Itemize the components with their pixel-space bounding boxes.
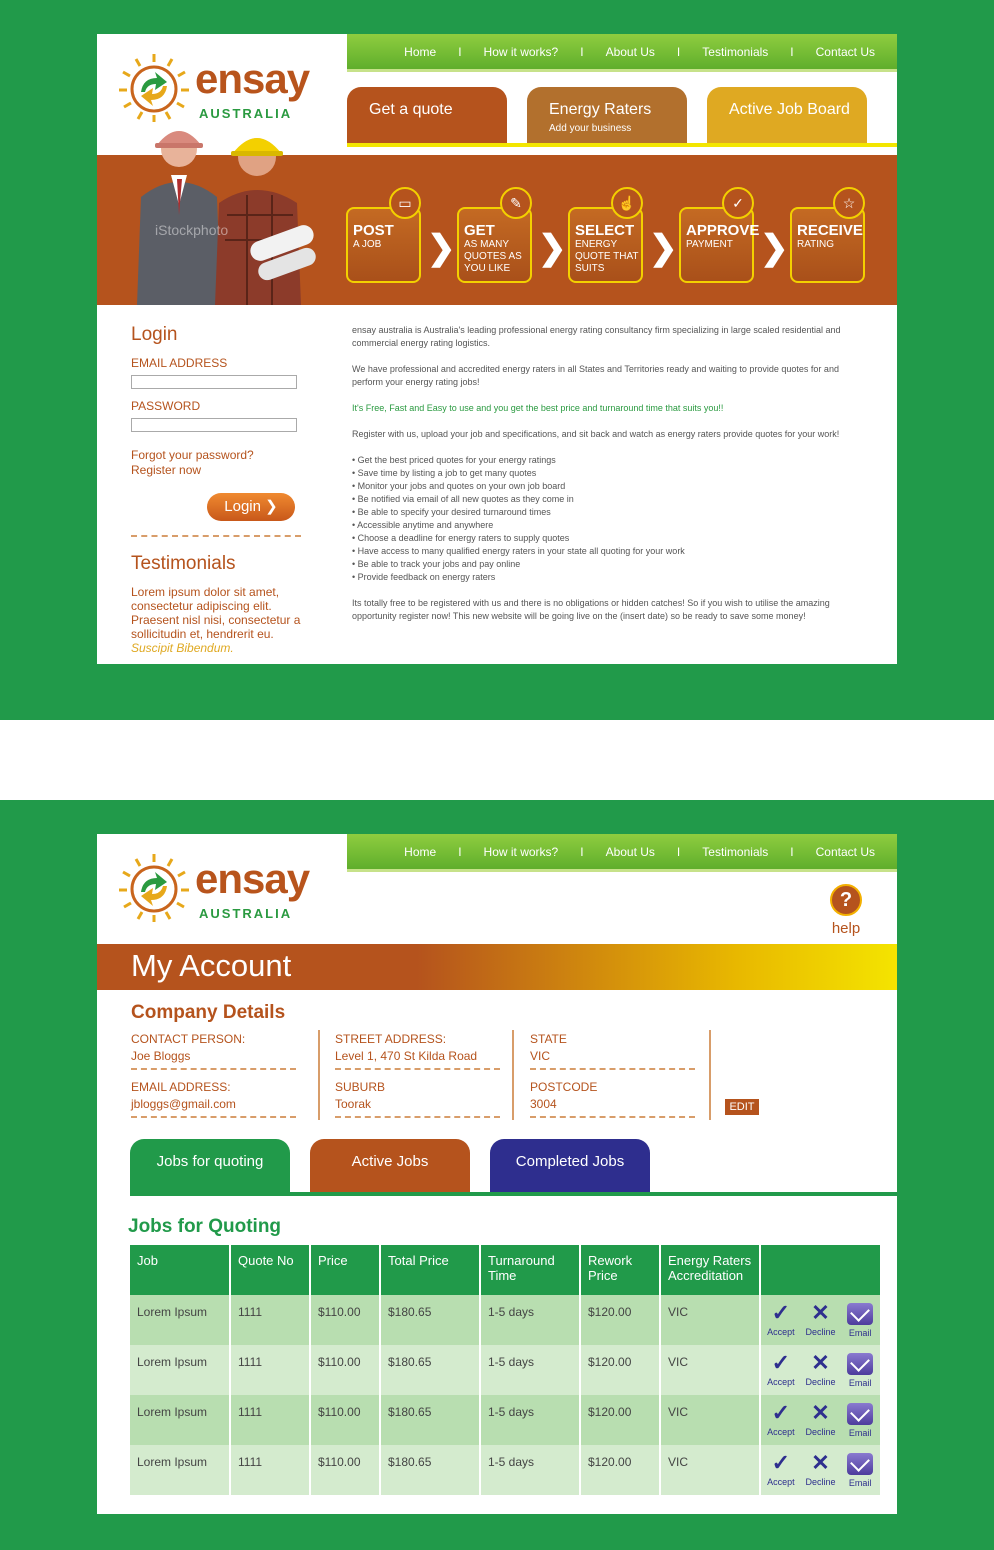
tab-get-a-quote[interactable] [347,87,507,143]
table-cell: 1111 [230,1295,310,1345]
step-text: PAYMENT [686,239,733,250]
table-cell: VIC [660,1395,760,1445]
chevron-right-icon: ❯ [265,498,278,515]
tab-label: Get a quote [369,101,453,118]
column-header: Job [130,1245,230,1295]
table-cell: 1-5 days [480,1395,580,1445]
table-cell: $120.00 [580,1395,660,1445]
nav-testimonials[interactable]: Testimonials [702,45,769,59]
suburb-label: SUBURB [335,1080,386,1094]
hero-banner [97,155,897,305]
password-label: PASSWORD [131,399,201,413]
logo-subtitle: AUSTRALIA [199,106,293,121]
accept-label: Accept [767,1327,795,1337]
login-sidebar [131,324,301,655]
benefits-list [352,454,862,584]
state-value: VIC [530,1049,551,1063]
table-cell: $110.00 [310,1345,380,1395]
x-icon: ✕ [811,1450,830,1475]
column-header: Total Price [380,1245,480,1295]
column-header: Price [310,1245,380,1295]
step-post [346,194,421,283]
decline-label: Decline [805,1477,836,1487]
arrow-right-icon: ❯ [538,229,567,267]
logo[interactable] [117,852,327,922]
checkmark-icon: ✓ [771,1400,791,1425]
step-get [457,194,532,283]
accept-button[interactable] [762,1449,800,1488]
tab-energy-raters[interactable] [527,87,687,143]
column-divider [709,1030,711,1120]
table-cell: $120.00 [580,1445,660,1495]
tab-label: Energy Raters [549,101,652,118]
table-cell: $180.65 [380,1445,480,1495]
nav-about-us[interactable]: About Us [605,845,655,859]
nav-contact-us[interactable]: Contact Us [815,45,875,59]
password-field[interactable] [131,418,297,432]
list-item: • Be able to specify your desired turnaround times [352,507,551,517]
list-item: • Have access to many qualified energy raters in your state all quoting for your work [352,546,685,556]
login-heading: Login [131,324,178,345]
intro-copy [352,324,862,636]
email-label: Email [848,1328,872,1338]
table-cell: $110.00 [310,1295,380,1345]
row-actions [760,1345,880,1395]
table-cell: VIC [660,1295,760,1345]
street-address-label: STREET ADDRESS: [335,1032,447,1046]
tab-underline [130,1192,897,1196]
nav-separator: I [676,845,681,859]
envelope-icon [847,1353,873,1375]
logo-wordmark: ensay [195,55,310,102]
step-select [568,194,643,283]
postcode-label: POSTCODE [530,1080,598,1094]
nav-separator: I [458,845,462,859]
accept-button[interactable] [762,1399,800,1438]
step-text: ENERGY QUOTE THAT SUITS [575,239,639,274]
accept-button[interactable] [762,1299,800,1338]
list-item: • Be notified via email of all new quotes as they come in [352,494,574,504]
column-header: Quote No [230,1245,310,1295]
column-header-actions [760,1245,880,1295]
arrow-right-icon: ❯ [649,229,678,267]
table-cell: Lorem Ipsum [130,1445,230,1495]
list-item: • Choose a deadline for energy raters to supply quotes [352,533,570,543]
table-cell: $120.00 [580,1295,660,1345]
step-text: AS MANY QUOTES AS YOU LIKE [464,239,522,274]
column-divider [512,1030,514,1120]
stars-icon: ☆ [833,187,865,219]
email-label: Email [848,1428,872,1438]
testimonials-heading: Testimonials [131,553,236,574]
nav-separator: I [580,45,584,59]
column-header: Energy Raters Accreditation [660,1245,760,1295]
table-cell: 1111 [230,1345,310,1395]
jobs-table [130,1245,880,1495]
accept-button[interactable] [762,1349,800,1388]
table-cell: $110.00 [310,1395,380,1445]
step-text: RATING [797,239,835,250]
register-link[interactable]: Register now [131,463,202,477]
list-item: • Be able to track your jobs and pay online [352,559,521,569]
table-cell: $180.65 [380,1395,480,1445]
table-row [130,1395,880,1445]
table-cell: $120.00 [580,1345,660,1395]
sun-logo-icon [117,852,191,924]
envelope-icon [847,1403,873,1425]
table-cell: 1111 [230,1395,310,1445]
tab-label: Active Job Board [729,101,850,118]
testimonial-signature: Suscipit Bibendum. [131,641,234,655]
email-label: Email [848,1478,872,1488]
login-button[interactable] [207,493,295,521]
list-item: • Accessible anytime and anywhere [352,520,494,530]
list-item: • Save time by listing a job to get many quotes [352,468,537,478]
accept-label: Accept [767,1477,795,1487]
list-item: • Get the best priced quotes for your energy ratings [352,455,556,465]
help-button[interactable] [830,884,862,937]
nav-separator: I [580,845,584,859]
row-actions [760,1445,880,1495]
step-title: GET [464,222,495,239]
state-label: STATE [530,1032,567,1046]
table-cell: VIC [660,1445,760,1495]
company-column-contact [131,1032,296,1128]
column-divider [318,1030,320,1120]
suburb-value: Toorak [335,1097,372,1111]
nav-separator: I [458,45,462,59]
list-item: • Provide feedback on energy raters [352,572,496,582]
intro-paragraph: ensay australia is Australia's leading professional energy rating consultancy firm specializing in large scaled residential and commercial energy rating logistics. [352,325,841,348]
table-cell: 1111 [230,1445,310,1495]
jobs-section-heading: Jobs for Quoting [128,1216,282,1237]
paper-icon: ✎ [500,187,532,219]
row-actions [760,1395,880,1445]
page-title: My Account [131,948,292,983]
table-cell: Lorem Ipsum [130,1295,230,1345]
home-page [97,34,897,664]
envelope-icon [847,1303,873,1325]
nav-home[interactable]: Home [404,45,437,59]
email-address-value: jbloggs@gmail.com [131,1097,236,1111]
accept-label: Accept [767,1377,795,1387]
watermark-text: iStockphoto [155,222,229,238]
table-row [130,1295,880,1345]
row-actions [760,1295,880,1345]
nav-contact-us[interactable]: Contact Us [815,845,875,859]
contact-person-label: CONTACT PERSON: [131,1032,246,1046]
nav-home[interactable]: Home [404,845,437,859]
nav-underline [347,69,897,72]
hand-pointer-icon: ☝ [611,187,643,219]
column-header: Turnaround Time [480,1245,580,1295]
decline-button[interactable] [801,1349,839,1388]
email-field[interactable] [131,375,297,389]
email-button[interactable] [841,1449,879,1488]
tab-sublabel: Add your business [549,123,632,134]
login-button-label: Login [224,498,261,515]
help-label: help [831,920,861,937]
checkmark-icon: ✓ [771,1450,791,1475]
decline-button[interactable] [801,1399,839,1438]
email-button[interactable] [841,1399,879,1438]
nav-about-us[interactable]: About Us [605,45,655,59]
checkmark-icon: ✓ [722,187,754,219]
nav-how-it-works[interactable]: How it works? [483,45,559,59]
table-cell: 1-5 days [480,1295,580,1345]
testimonial-text: Lorem ipsum dolor sit amet, consectetur adipiscing elit. Praesent nisl nisi, consectetur a sollicitudin et, hendrerit eu. [131,585,301,641]
table-cell: Lorem Ipsum [130,1345,230,1395]
top-navigation [347,834,897,869]
contact-person-value: Joe Bloggs [131,1049,191,1063]
table-cell: $110.00 [310,1445,380,1495]
account-header-bar [97,944,897,990]
sun-logo-icon [117,52,191,124]
x-icon: ✕ [811,1400,830,1425]
table-cell: $180.65 [380,1345,480,1395]
checkmark-icon: ✓ [771,1300,791,1325]
list-item: • Monitor your jobs and quotes on your own job board [352,481,566,491]
nav-testimonials[interactable]: Testimonials [702,845,769,859]
decline-label: Decline [805,1327,836,1337]
step-title: APPROVE [686,222,760,239]
logo-subtitle: AUSTRALIA [199,906,293,921]
tab-jobs-for-quoting[interactable]: Jobs for quoting [130,1139,290,1192]
decline-button[interactable] [801,1299,839,1338]
company-column-address [335,1032,500,1128]
question-mark-icon: ? [830,884,862,916]
envelope-icon [847,1453,873,1475]
forgot-password-link[interactable]: Forgot your password? [131,448,254,462]
top-navigation [347,34,897,69]
table-row [130,1445,880,1495]
closing-text: Its totally free to be registered with us and there is no obligations or hidden catches! So if you wish to utilise the amazing opportunity register now! This new website will be going live on the (insert date) so be ready to save some money! [352,598,830,621]
company-details-heading: Company Details [131,1002,286,1023]
decline-label: Decline [805,1427,836,1437]
checkmark-icon: ✓ [771,1350,791,1375]
tab-completed-jobs[interactable]: Completed Jobs [490,1139,650,1192]
logo-wordmark: ensay [195,855,310,902]
tab-active-jobs[interactable]: Active Jobs [310,1139,470,1192]
step-text: A JOB [353,239,382,250]
nav-underline [347,869,897,872]
table-header-row [130,1245,880,1295]
street-address-value: Level 1, 470 St Kilda Road [335,1049,478,1063]
step-receive [790,194,865,283]
decline-label: Decline [805,1377,836,1387]
tab-underline [347,143,897,147]
email-address-label: EMAIL ADDRESS: [131,1080,231,1094]
nav-how-it-works[interactable]: How it works? [483,845,559,859]
table-cell: 1-5 days [480,1445,580,1495]
workers-photo [107,115,337,305]
table-cell: VIC [660,1345,760,1395]
company-column-state [530,1032,695,1128]
table-cell: 1-5 days [480,1345,580,1395]
decline-button[interactable] [801,1449,839,1488]
email-label: EMAIL ADDRESS [131,356,228,370]
highlight-text: It's Free, Fast and Easy to use and you get the best price and turnaround time that suits you!! [352,403,724,413]
arrow-right-icon: ❯ [760,229,789,267]
x-icon: ✕ [811,1300,830,1325]
tab-active-job-board[interactable] [707,87,867,143]
step-title: RECEIVE [797,222,863,239]
nav-separator: I [790,845,794,859]
email-button[interactable] [841,1349,879,1388]
step-approve [679,194,760,283]
table-cell: $180.65 [380,1295,480,1345]
email-label: Email [848,1378,872,1388]
arrow-right-icon: ❯ [427,229,456,267]
column-header: Rework Price [580,1245,660,1295]
divider [131,535,301,537]
accept-label: Accept [767,1427,795,1437]
nav-separator: I [790,45,794,59]
email-button[interactable] [841,1299,879,1338]
edit-button[interactable]: EDIT [725,1099,759,1115]
step-title: POST [353,222,394,239]
postcode-value: 3004 [530,1097,557,1111]
x-icon: ✕ [811,1350,830,1375]
account-page [97,834,897,1514]
intro-paragraph: We have professional and accredited energy raters in all States and Territories ready and waiting to provide quotes for and perform your energy rating jobs! [352,364,839,387]
table-row [130,1345,880,1395]
table-cell: Lorem Ipsum [130,1395,230,1445]
nav-separator: I [676,45,681,59]
step-title: SELECT [575,222,635,239]
register-text: Register with us, upload your job and specifications, and sit back and watch as energy raters provide quotes for your work! [352,429,840,439]
logo[interactable] [117,52,327,122]
monitor-icon: ▭ [389,187,421,219]
